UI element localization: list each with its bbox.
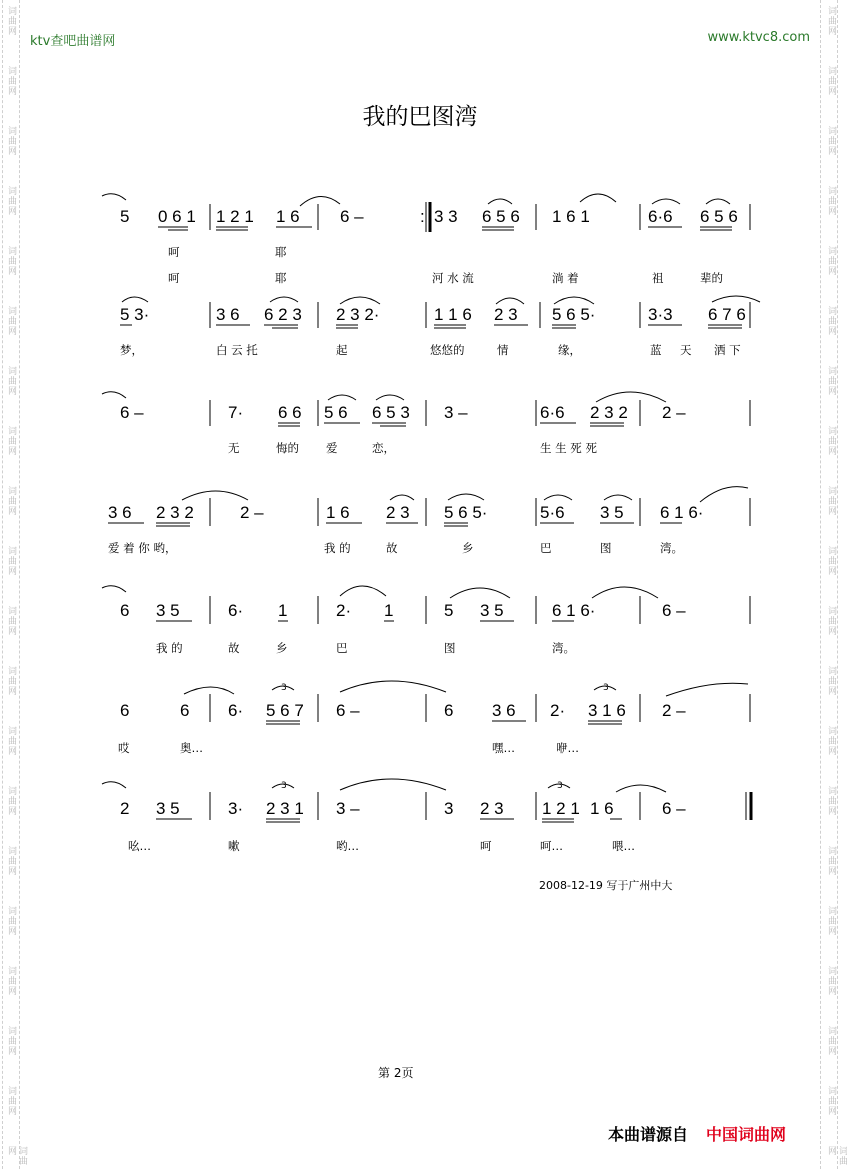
lyric-r7-1: 嗽 [228,839,240,853]
svg-text:3 5: 3 5 [600,503,624,522]
lyric-r5-2: 乡 [276,641,288,655]
watermark-text: 词曲网 [6,246,16,276]
watermark-text: 词曲网 [6,66,16,96]
lyric-1b: 耶 [275,245,287,259]
watermark-text: 词曲网 [826,66,836,96]
svg-text:2 3 2: 2 3 2 [590,403,628,422]
lyric-r2-7: 天 [680,343,692,357]
watermark-text: 词曲网 [6,126,16,156]
svg-text:3 5: 3 5 [480,601,504,620]
svg-text:6 –: 6 – [336,701,360,720]
watermark-text: 词曲网 [6,726,16,756]
svg-text:3 6: 3 6 [216,305,240,324]
lyric-r2-1: 白 云 托 [216,343,258,357]
watermark-text: 词曲网 [6,486,16,516]
svg-text:2 –: 2 – [240,503,264,522]
composition-date: 2008-12-19 写于广州中大 [539,879,673,892]
lyric-r3-2: 爱 [326,441,338,455]
svg-text:2 3: 2 3 [386,503,410,522]
svg-text:6·6: 6·6 [648,207,673,226]
svg-text:5 6 5·: 5 6 5· [444,503,488,522]
lyric-r7-3: 呵 [480,839,492,853]
header-left-site[interactable]: ktv查吧曲谱网 [30,34,116,49]
lyric-r2-3: 悠悠的 [430,343,465,357]
svg-text:5 3·: 5 3· [120,305,150,324]
lyric-r4-3: 乡 [462,541,474,555]
svg-text:6 –: 6 – [662,601,686,620]
svg-text:2·: 2· [550,701,566,720]
svg-text:1 2 1: 1 2 1 [542,799,580,818]
watermark-text: 词曲网 [826,786,836,816]
score-row-6 [0,680,840,770]
svg-text:2 3 2: 2 3 2 [156,503,194,522]
watermark-text: 词曲网 [826,126,836,156]
lyric-r7-0: 吆… [128,839,151,853]
watermark-text: 词曲网 [826,186,836,216]
svg-text:6·6: 6·6 [540,403,565,422]
svg-text:3: 3 [444,799,454,818]
svg-text:3 –: 3 – [444,403,468,422]
svg-text:3 6: 3 6 [492,701,516,720]
score-row-4 [0,486,840,576]
watermark-text: 词曲网 [826,366,836,396]
svg-text:7·: 7· [228,403,244,422]
notation-row-5 [100,582,760,642]
svg-text:2: 2 [120,799,130,818]
lyric-r2-5: 缘， [558,343,581,357]
svg-text:5 6 7: 5 6 7 [266,701,304,720]
page-number: 第 2页 [378,1066,414,1080]
notation-row-4 [100,486,760,546]
svg-text:1 2 1: 1 2 1 [216,207,254,226]
notation-row-3 [100,388,760,448]
lyric-r5-5: 湾。 [552,641,575,655]
notation-row-1 [100,192,760,252]
lyric-r7-5: 喂… [612,839,635,853]
svg-text:6 7 6: 6 7 6 [708,305,746,324]
watermark-text: 词曲网 [6,906,16,936]
header-right-site[interactable]: www.ktvc8.com [707,30,810,45]
lyric-r7-2: 哟… [336,839,359,853]
watermark-text: 词曲网 [826,6,836,36]
svg-text:6 5 3: 6 5 3 [372,403,410,422]
svg-text:2 3: 2 3 [480,799,504,818]
lyric-r4-0: 爱 着 你 哟， [108,541,177,555]
watermark-text: 词曲网 [6,846,16,876]
watermark-text: 词曲网 [826,1146,847,1166]
svg-text:6 –: 6 – [120,403,144,422]
lyric-r3-4: 生 生 死 死 [540,441,597,455]
lyric-r4-5: 图 [600,541,612,555]
svg-text:3 3: 3 3 [434,207,458,226]
svg-text:1 6: 1 6 [326,503,350,522]
lyric-r6-1: 奥… [180,741,203,755]
lyric-r4-2: 故 [386,541,398,555]
watermark-text: 词曲网 [826,666,836,696]
watermark-text: 词曲网 [6,1086,16,1116]
song-title: 我的巴图湾 [362,104,478,130]
svg-text:2 3 1: 2 3 1 [266,799,304,818]
svg-text:1 6: 1 6 [590,799,614,818]
source-credit [608,1122,786,1145]
svg-text:5: 5 [444,601,454,620]
svg-text:3: 3 [281,781,287,791]
lyric-r5-4: 图 [444,641,456,655]
svg-text:6 1 6·: 6 1 6· [552,601,596,620]
svg-text:6: 6 [444,701,454,720]
lyric-r3-1: 悔的 [276,441,299,455]
watermark-text: 词曲网 [6,306,16,336]
svg-text:6 –: 6 – [662,799,686,818]
score-row-5 [0,582,840,672]
watermark-text: 词曲网 [6,426,16,456]
lyric-r2-6: 蓝 [650,343,662,357]
svg-text:2 3: 2 3 [494,305,518,324]
lyric-r6-2: 嘿… [492,741,515,755]
svg-text:3·3: 3·3 [648,305,673,324]
watermark-text: 词曲网 [6,1026,16,1056]
svg-text:6 5 6: 6 5 6 [700,207,738,226]
lyric-r4-6: 湾。 [660,541,683,555]
svg-text:5 6 5·: 5 6 5· [552,305,596,324]
svg-text:0 6 1: 0 6 1 [158,207,196,226]
svg-text:6 –: 6 – [340,207,364,226]
lyric-r2-4: 情 [497,343,509,357]
lyric-2f: 辈的 [700,271,723,285]
notation-row-7 [100,778,760,838]
watermark-text: 词曲网 [826,726,836,756]
lyric-2c: 河 水 流 [432,271,474,285]
svg-text::: : [420,207,425,226]
lyric-2e: 祖 [652,271,664,285]
watermark-text: 词曲网 [826,846,836,876]
svg-text:5: 5 [120,207,130,226]
svg-text:1: 1 [278,601,288,620]
lyric-r2-2: 起 [336,343,348,357]
svg-text:5·6: 5·6 [540,503,565,522]
lyric-2d: 淌 着 [552,271,579,285]
svg-text:2 –: 2 – [662,403,686,422]
score-row-2 [0,292,840,382]
watermark-text: 词曲网 [826,1086,836,1116]
source-site-link[interactable]: 中国词曲网 [706,1125,787,1144]
watermark-text: 词曲网 [6,966,16,996]
watermark-text: 词曲网 [6,786,16,816]
watermark-text: 词曲网 [826,246,836,276]
svg-text:1 6 1: 1 6 1 [552,207,590,226]
svg-text:3 5: 3 5 [156,799,180,818]
watermark-text: 词曲网 [826,906,836,936]
svg-text:1 6: 1 6 [276,207,300,226]
lyric-r5-3: 巴 [336,641,348,655]
svg-text:3: 3 [281,683,287,693]
watermark-text: 词曲网 [6,366,16,396]
svg-text:6 2 3: 6 2 3 [264,305,302,324]
lyric-r3-0: 无 [228,441,240,455]
lyric-1a: 呵 [168,245,180,259]
svg-text:6: 6 [120,701,130,720]
svg-text:1 1 6: 1 1 6 [434,305,472,324]
svg-text:3: 3 [603,683,609,693]
lyric-2a: 呵 [168,271,180,285]
watermark-text: 词曲网 [6,606,16,636]
lyric-r3-3: 恋， [372,441,395,455]
watermark-text: 词曲网 [826,606,836,636]
lyric-r7-4: 呵… [540,839,563,853]
lyric-r4-4: 巴 [540,541,552,555]
watermark-text: 词曲网 [6,186,16,216]
svg-text:6: 6 [180,701,190,720]
svg-text:5 6: 5 6 [324,403,348,422]
watermark-text: 词曲网 [826,426,836,456]
watermark-text: 词曲网 [826,966,836,996]
watermark-text: 词曲网 [6,6,16,36]
lyric-r2-0: 梦， [120,343,143,357]
notation-row-6 [100,680,760,740]
svg-text:2 3 2·: 2 3 2· [336,305,380,324]
lyric-r6-3: 咿… [556,741,579,755]
lyric-r6-0: 哎 [118,741,130,755]
svg-text:3·: 3· [228,799,244,818]
lyric-r5-0: 我 的 [156,641,183,655]
lyric-r5-1: 故 [228,641,240,655]
score-row-1 [0,192,840,285]
watermark-text: 词曲网 [6,546,16,576]
svg-text:3 1 6: 3 1 6 [588,701,626,720]
lyric-2b: 耶 [275,271,287,285]
watermark-text: 词曲网 [6,1146,27,1166]
score-row-7 [0,778,840,868]
lyric-r2-8: 洒 下 [714,343,741,357]
svg-text:6 5 6: 6 5 6 [482,207,520,226]
svg-text:6: 6 [120,601,130,620]
watermark-text: 词曲网 [6,666,16,696]
watermark-text: 词曲网 [826,306,836,336]
svg-text:6 1 6·: 6 1 6· [660,503,704,522]
svg-text:6·: 6· [228,701,244,720]
watermark-text: 词曲网 [826,486,836,516]
svg-text:3 6: 3 6 [108,503,132,522]
svg-text:1: 1 [384,601,394,620]
svg-text:2·: 2· [336,601,352,620]
watermark-text: 词曲网 [826,546,836,576]
svg-text:3 –: 3 – [336,799,360,818]
svg-text:2 –: 2 – [662,701,686,720]
source-label: 本曲谱源自 [608,1125,689,1144]
svg-text:3: 3 [557,781,563,791]
watermark-text: 词曲网 [826,1026,836,1056]
svg-text:6 6: 6 6 [278,403,302,422]
svg-text:3 5: 3 5 [156,601,180,620]
svg-text:6·: 6· [228,601,244,620]
score-row-3 [0,388,840,478]
lyric-r4-1: 我 的 [324,541,351,555]
